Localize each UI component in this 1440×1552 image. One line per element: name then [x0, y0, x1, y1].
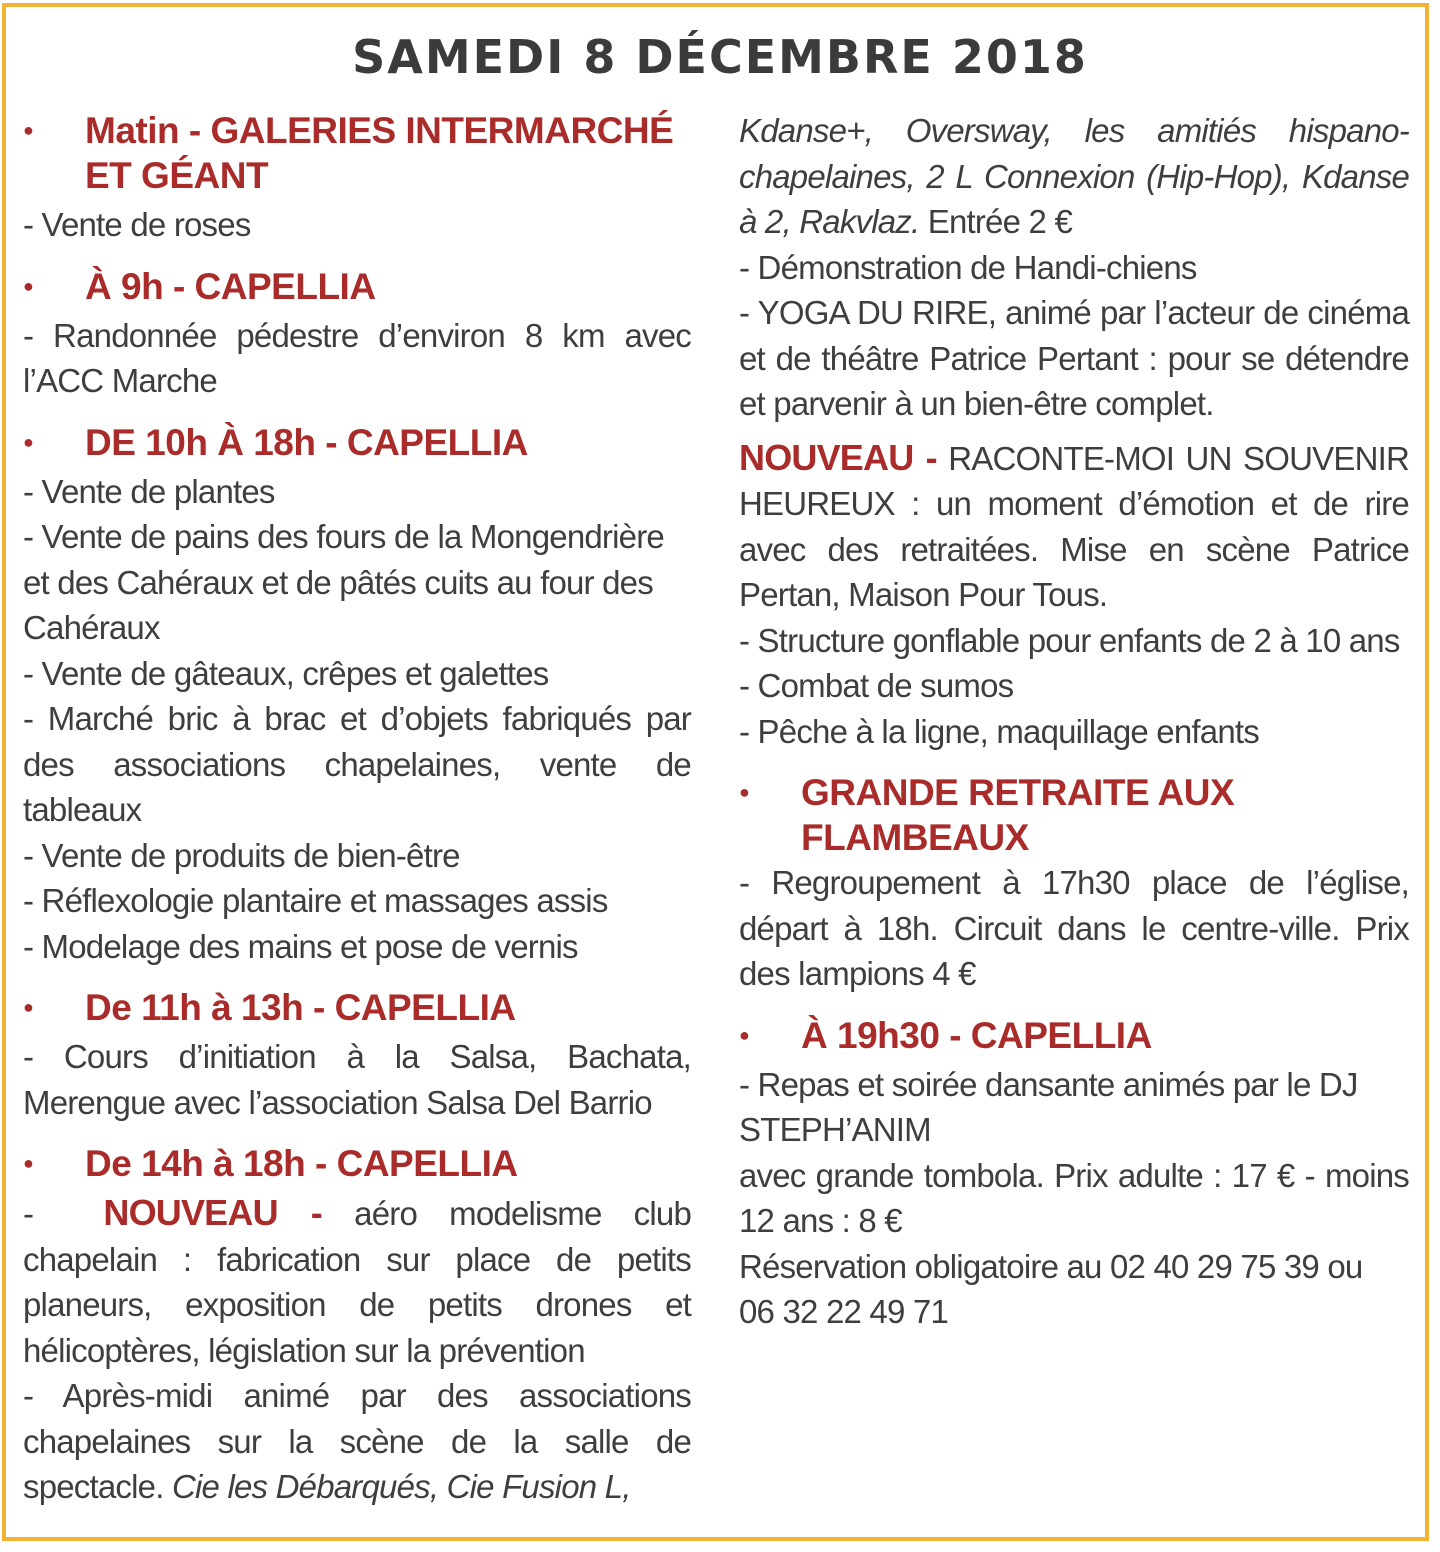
event-item: [23, 1190, 691, 1373]
section-heading: [23, 108, 691, 198]
heading-text: Matin - GALERIES INTERMARCHÉ ET GÉANT: [85, 110, 674, 196]
event-item: - Vente de pains des fours de la Mongendrière et des Cahéraux et de pâtés cuits au four des Cahéraux: [23, 518, 664, 646]
event-item: - Regroupement à 17h30 place de l’église, départ à 18h. Circuit dans le centre-ville. Prix des lampions 4 €: [739, 864, 1409, 992]
event-item: - Marché bric à brac et d’objets fabriqués par des associations chapelaines, vente de tableaux: [23, 700, 691, 828]
section-heading: [23, 264, 691, 313]
section-heading: [23, 985, 691, 1034]
page-title: SAMEDI 8 DÉCEMBRE 2018: [352, 30, 1088, 84]
event-item: avec grande tombola. Prix adulte : 17 € - moins 12 ans : 8 €: [739, 1156, 1409, 1239]
event-item: - Randonnée pédestre d’environ 8 km avec l’ACC Marche: [23, 316, 691, 399]
bullet-icon: [23, 1141, 85, 1190]
dash: -: [23, 1195, 34, 1232]
event-item: - Modelage des mains et pose de vernis: [23, 927, 578, 965]
event-item: - Structure gonflable pour enfants de 2 à 10 ans: [739, 621, 1400, 659]
bullet-icon: [23, 985, 85, 1034]
nouveau-label: NOUVEAU -: [739, 436, 937, 478]
left-column: [23, 108, 691, 1510]
heading-text: De 14h à 18h - CAPELLIA: [85, 1143, 518, 1184]
item-text: Entrée 2 €: [927, 203, 1073, 240]
bullet-icon: [23, 420, 85, 469]
event-item: - Vente de gâteaux, crêpes et galettes: [23, 654, 549, 692]
event-item: - YOGA DU RIRE, animé par l’acteur de cinéma et de théâtre Patrice Pertant : pour se détendre et parvenir à un bien-être complet.: [739, 294, 1409, 422]
event-item: [23, 1373, 691, 1510]
heading-text: À 19h30 - CAPELLIA: [801, 1014, 1152, 1056]
event-item: - Vente de roses: [23, 206, 251, 243]
item-text: - Après-midi animé par des associations chapelaines sur la scène de la salle de spectacle.: [23, 1377, 691, 1505]
event-item: - Combat de sumos: [739, 667, 1014, 704]
event-item: Réservation obligatoire au 02 40 29 75 39 ou 06 32 22 49 71: [739, 1247, 1363, 1330]
section-heading: [23, 1141, 691, 1190]
heading-text: De 11h à 13h - CAPELLIA: [85, 987, 516, 1028]
event-item: [739, 108, 1409, 245]
bullet-icon: [739, 1013, 801, 1062]
section-heading: [23, 420, 691, 469]
event-item: - Vente de plantes: [23, 472, 275, 510]
bullet-icon: [23, 264, 85, 313]
heading-text: GRANDE RETRAITE AUX FLAMBEAUX: [801, 772, 1235, 858]
item-text: RACONTE-MOI UN SOUVENIR HEUREUX : un moment d’émotion et de rire avec des retraitées. Mise en scène Patrice Pertan, Maison Pour Tous.: [739, 439, 1409, 613]
event-item: [739, 435, 1409, 618]
item-text-italic: Kdanse+, Oversway, les amitiés hispano-chapelaines, 2 L Connexion (Hip-Hop), Kdanse à 2, Rakvlaz.: [739, 112, 1409, 240]
heading-text: À 9h - CAPELLIA: [85, 265, 376, 307]
event-item: - Cours d’initiation à la Salsa, Bachata, Merengue avec l’association Salsa Del Barrio: [23, 1038, 691, 1121]
event-item: - Vente de produits de bien-être: [23, 836, 460, 874]
right-column: [739, 108, 1409, 1335]
section-heading: [739, 1013, 1409, 1062]
bullet-icon: [739, 770, 801, 819]
event-item: - Démonstration de Handi-chiens: [739, 248, 1197, 286]
event-item: - Réflexologie plantaire et massages assis: [23, 882, 608, 919]
nouveau-label: NOUVEAU -: [103, 1192, 322, 1233]
event-item: - Pêche à la ligne, maquillage enfants: [739, 712, 1259, 750]
section-heading: [739, 770, 1409, 860]
event-item: - Repas et soirée dansante animés par le DJ STEPH’ANIM: [739, 1065, 1358, 1148]
heading-text: DE 10h À 18h - CAPELLIA: [85, 421, 528, 463]
item-text: aéro modelisme club chapelain : fabrication sur place de petits planeurs, exposition de petits drones et hélicoptères, législation sur la prévention: [23, 1195, 692, 1369]
item-text-italic: Cie les Débarqués, Cie Fusion L,: [171, 1468, 631, 1505]
bullet-icon: [23, 108, 85, 157]
